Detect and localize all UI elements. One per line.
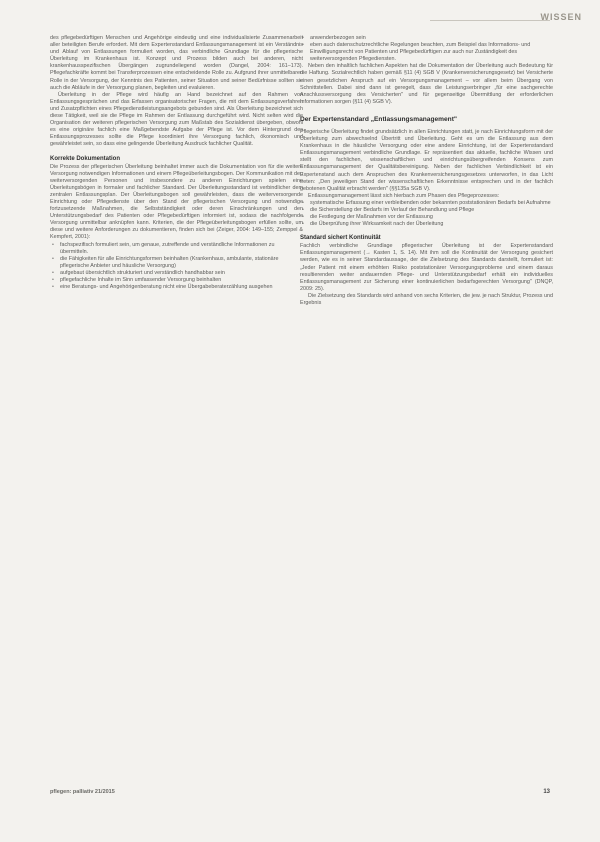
left-column xyxy=(50,35,303,291)
list-item: • die Fähigkeiten für alle Einrichtungsformen beinhalten (Krankenhaus, ambulante, stationäre pflegerische Anbieter und häusliche Versorgung) xyxy=(60,256,303,270)
paragraph: Die Prozess der pflegerischen Überleitung beinhaltet immer auch die Dokumentation von für die weitere Versorgung notwendigen Informationen und einem Pflegeüberleitungsbogen. Der Kommunikation mit den weiterversorgenden Personen und insbesondere zu anderen Einrichtungen spielen eine Überleitungsbögen in formaler und fachlicher Standard. Der Überleitungsstandard ist verbindlicher dem zentralen Entlassungsplan. Der Überleitungsbogen soll gewährleisten, dass die weiterversorgende Einrichtung oder Pflegedienste über den Stand der pflegerischen Versorgung und notwendige fortzusetzende Maßnahmen, die Selbstständigkeit oder deren Einschränkungen und den Unterstützungsbedarf des Patienten oder Pflegebedürftigen informiert ist, sodass die nachfolgende Versorgung unmittelbar anknüpfen kann. Kriterien, die der Pflegeüberleitungsbogen erfüllen sollte, um diese und weitere Anforderungen zu dokumentieren, finden sich bei (Zeiger, 2004: 149–155; Zemppel & Kempfert, 2001): xyxy=(50,163,303,241)
list-item: • aufgebaut übersichtlich strukturiert und verständlich handhabbar sein xyxy=(60,270,303,277)
page-footer xyxy=(50,789,550,799)
header-bar xyxy=(0,12,600,22)
list-item: • anwenderbezogen sein xyxy=(310,35,553,42)
list-item: • fachspezifisch formuliert sein, um genaue, zutreffende und verständliche Informationen zu übermitteln. xyxy=(60,242,303,256)
header-rule xyxy=(430,20,550,21)
list-item: • eine Beratungs- und Angehörigenberatung nicht eine Übergabeberaterzählung ausgehen xyxy=(60,284,303,291)
list-item: • die Überprüfung ihrer Wirksamkeit nach der Überleitung xyxy=(310,221,553,228)
list-item: • pflegefachliche Inhalte im Sinn umfassender Versorgung beinhalten xyxy=(60,277,303,284)
subheading-korrekte-dokumentation: Korrekte Dokumentation xyxy=(50,155,121,162)
page-number: 13 xyxy=(543,789,550,795)
list-item: • eben auch datenschutzrechtliche Regelungen beachten, zum Beispiel das Informations- und Einwilligungsrecht von Patienten und Pflegebedürftigen zur auch nur Zuständigkeit des weiterversorgenden Pflegediensten. xyxy=(310,42,553,63)
publication-name: pflegen: palliativ 21/2015 xyxy=(50,789,115,795)
subheading-standard-kontinuitaet: Standard sichert Kontinuität xyxy=(300,235,381,242)
paragraph: Überleitung in der Pflege wird häufig an Hand bezeichnet auf den Rahmen von Entlassungsgesprächen und das Erfassen organisatorischer Fragen, die mit dem Entlassungsverfahren und Zusatzpflichten eines Pflegedienstleistungsangebots gebunden sind. Als Überleitung bezeichnet sich diese Tätigkeit, weil sie die Pflege im Rahmen der Entlassung durchgeführt wird. Nicht selten wird die Organisation der weiteren pflegerischen Versorgung zum Maßstab des Sozialdienst übergeben, obwohl es eine originäre fachlich eine Maßgebendste Aufgabe der Pflege ist. Vor dem Hintergrund des Entlassungsprozesses sollte die Pflege koordiniert ihre Versorgung fachlich, ökonomisch und gewährleistet sein, so dass eine gelingende Überleitung Ausdruck fachlicher Qualität. xyxy=(50,91,303,148)
paragraph: Entlassungsmanagement lässt sich hierbach zum Phasen des Pflegeprozesses: xyxy=(308,192,500,199)
phases-list xyxy=(300,200,553,228)
list-item: • die Festlegung der Maßnahmen vor der Entlassung xyxy=(310,214,553,221)
right-column xyxy=(300,35,553,307)
paragraph: Die Zielsetzung des Standards wird anhand von sechs Kriterien, die jew. je nach Struktur, Prozess und Ergebnis xyxy=(300,292,553,306)
criteria-list-continued xyxy=(300,35,553,63)
criteria-list xyxy=(50,242,303,292)
paragraph: Fachlich verbindliche Grundlage pflegerischer Überleitung ist der Expertenstandard Entlassungsmanagement (→ Kasten 1, S. 14). Mit ihm soll die Kontinuität der Versorgung gesichert werden, wie es in seiner Standardaussage, der die Zielsetzung des Standards darstellt, formuliert ist: „Jeder Patient mit einem erhöhten Risiko poststationärer Versorgungsprobleme und einem daraus resultierenden weiter andauernden Pflege- und Unterstützungsbedarf erhält ein individuelles Entlassungsmanagement zur Sicherung einer kontinuierlichen bedarfsgerechten Versorgung" (DNQP, 2009: 25). xyxy=(300,243,553,292)
paragraph: Neben den inhaltlich fachlichen Aspekten hat die Dokumentation der Überleitung auch Bedeutung für die Haftung. Sozialrechtlich haben gemäß §11 (4) SGB V (Krankenversicherungsgesetz) bei Versicherte einen gesetzlichen Anspruch auf ein Versorgungsmanagement – vor allem beim Übergang von Schnittstellen. Dabei sind dann ist geregelt, dass die Leistungserbringer „für eine sachgerechte Anschlussversorgung des Versicherten" und für gegenseitige Übermittlung der erforderlichen Informationen sorgen (§11 (4) SGB V). xyxy=(300,63,553,105)
paragraph: Pflegerische Überleitung findet grundsätzlich in allen Einrichtungen statt, je nach Einrichtungsform mit der Überleitung zum abwechselnd Übertritt und Überleitung. Geht es um die Entlassung aus dem Krankenhaus in die häusliche Versorgung oder eine andere Einrichtung, ist der Expertenstandard Entlassungsmanagement verbindliche Grundlage. Er repräsentiert das aktuelle, fachliche Wissen und stellt den fachlichen, wissenschaftlichen und einrichtungsübergreifenden Konsens zum Entlassungsmanagement der Qualitätsbereinigung. Neben der fachlichen Verbindlichkeit ist ein Expertenstand auch dem Anspruchen des Krankenversicherungsgesetzes unterworfen, in das Licht treten: „Den jeweiligen Stand der wissenschaftlichen Erkenntnisse entsprechen und in der fachlich gebotenen Qualität erbracht werden" (§§135a SGB V). xyxy=(300,128,553,192)
section-label: WISSEN xyxy=(540,12,582,22)
paragraph: des pflegebedürftigen Menschen und Angehörige eindeutig und eine individualisierte Zusammenarbeit aller beteiligten Berufe erfordert. Mit dem Expertenstandard Entlassungsmanagement ist ein Verständnis und Ablauf von Entlassungen formuliert worden, das verbindliche Grundlage für die pflegerische Überleitung im Krankenhaus ist. Konzept und Prozess bilden auch bei anderen, nicht krankenhausspezifischen Übergängen zugrundeliegend worden (Dangel, 2004: 161–173). Pflegefachkräfte kommt bei Transferprozessen eine entscheidende Rolle zu. Aufgrund ihrer unmittelbaren Rolle in der Versorgung, der Kenntnis des Patienten, seiner Situation und seiner Bedürfnisse sollten sie auch die Abläufe in der Versorgung planen, begleiten und evaluieren. xyxy=(50,35,303,91)
heading-expertenstandard: Der Expertenstandard „Entlassungsmanagement" xyxy=(300,115,458,123)
list-item: • systematische Erfassung einer verbleibenden oder bekannten poststationären Bedarfs bei Aufnahme xyxy=(310,200,553,207)
list-item: • die Sicherstellung der Bedarfs im Verlauf der Behandlung und Pflege xyxy=(310,207,553,214)
